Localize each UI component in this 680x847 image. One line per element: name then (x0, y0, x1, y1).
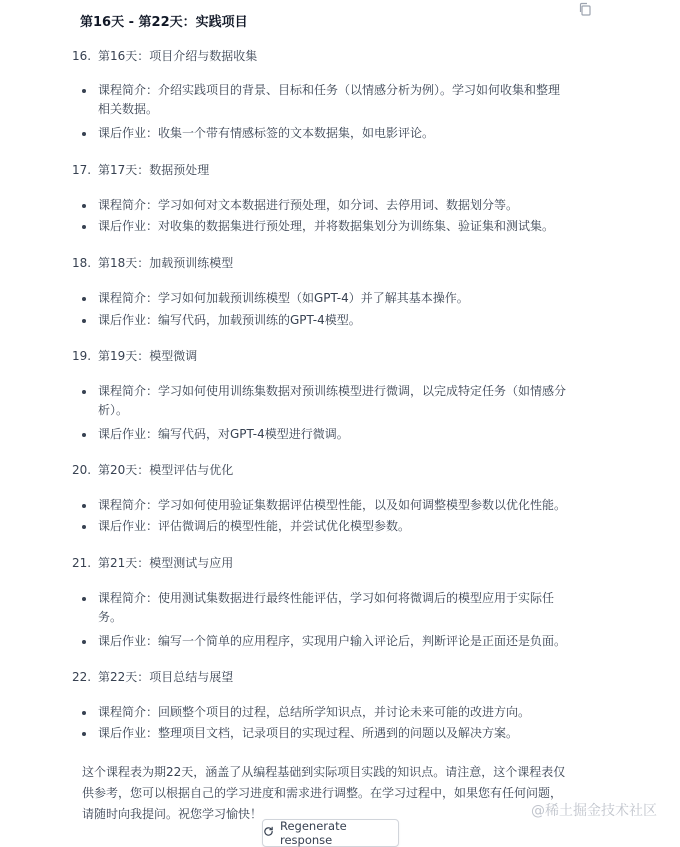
bullet-dot (82, 204, 86, 208)
course-intro-text-cont: 析）。 (98, 403, 129, 417)
homework-text: 课后作业：编写代码，对GPT-4模型进行微调。 (98, 427, 349, 441)
day-number: 20. (72, 463, 92, 477)
day-number: 16. (72, 49, 92, 63)
day-title: 第17天：数据预处理 (98, 163, 210, 177)
bullet-dot (82, 525, 86, 529)
refresh-icon (263, 826, 274, 840)
bullet-dot (82, 297, 86, 301)
course-intro-text: 课程简介：学习如何使用验证集数据评估模型性能，以及如何调整模型参数以优化性能。 (98, 498, 567, 512)
course-intro-text-cont: 相关数据。 (98, 102, 159, 116)
bullet-dot (82, 640, 86, 644)
day-number: 18. (72, 256, 92, 270)
day-number: 22. (72, 670, 92, 684)
bullet-dot (82, 132, 86, 136)
bullet-dot (82, 433, 86, 437)
summary-line: 这个课程表为期22天，涵盖了从编程基础到实际项目实践的知识点。请注意，这个课程表仅 (82, 765, 566, 779)
summary-line: 请随时向我提问。祝您学习愉快！ (82, 807, 263, 821)
summary-line: 供参考，您可以根据自己的学习进度和需求进行调整。在学习过程中，如果您有任何问题， (82, 786, 563, 800)
day-number: 17. (72, 163, 92, 177)
homework-text: 课后作业：对收集的数据集进行预处理，并将数据集划分为训练集、验证集和测试集。 (98, 219, 555, 233)
watermark: @稀土掘金技术社区 (531, 803, 657, 819)
homework-text: 课后作业：编写代码，加载预训练的GPT-4模型。 (98, 313, 361, 327)
course-intro-text-cont: 务。 (98, 610, 123, 624)
bullet-dot (82, 597, 86, 601)
bullet-dot (82, 89, 86, 93)
day-number: 21. (72, 556, 92, 570)
regenerate-label: Regenerate response (280, 819, 347, 847)
homework-text: 课后作业：收集一个带有情感标签的文本数据集，如电影评论。 (98, 126, 435, 140)
course-intro-text: 课程简介：使用测试集数据进行最终性能评估，学习如何将微调后的模型应用于实际任 (98, 591, 555, 605)
bullet-dot (82, 390, 86, 394)
day-number: 19. (72, 349, 92, 363)
homework-text: 课后作业：编写一个简单的应用程序，实现用户输入评论后，判断评论是正面还是负面。 (98, 634, 567, 648)
homework-text: 课后作业：整理项目文档，记录项目的实现过程、所遇到的问题以及解决方案。 (98, 726, 519, 740)
bullet-dot (82, 711, 86, 715)
section-heading: 第16天 - 第22天：实践项目 (80, 15, 248, 30)
bullet-dot (82, 732, 86, 736)
day-title: 第18天：加载预训练模型 (98, 256, 234, 270)
summary-paragraph (82, 762, 602, 825)
course-intro-text: 课程简介：学习如何加载预训练模型（如GPT-4）并了解其基本操作。 (98, 291, 469, 305)
regenerate-response-button[interactable] (262, 819, 399, 847)
course-intro-text: 课程简介：介绍实践项目的背景、目标和任务（以情感分析为例）。学习如何收集和整理 (98, 83, 561, 97)
homework-text: 课后作业：评估微调后的模型性能，并尝试优化模型参数。 (98, 519, 411, 533)
day-title: 第20天：模型评估与优化 (98, 463, 234, 477)
bullet-dot (82, 504, 86, 508)
bullet-dot (82, 319, 86, 323)
day-title: 第21天：模型测试与应用 (98, 556, 234, 570)
day-title: 第19天：模型微调 (98, 349, 198, 363)
course-intro-text: 课程简介：学习如何使用训练集数据对预训练模型进行微调，以完成特定任务（如情感分 (98, 384, 567, 398)
copy-icon[interactable] (578, 1, 592, 15)
course-intro-text: 课程简介：回顾整个项目的过程，总结所学知识点，并讨论未来可能的改进方向。 (98, 705, 531, 719)
day-title: 第16天：项目介绍与数据收集 (98, 49, 258, 63)
course-intro-text: 课程简介：学习如何对文本数据进行预处理，如分词、去停用词、数据划分等。 (98, 198, 519, 212)
bullet-dot (82, 225, 86, 229)
day-title: 第22天：项目总结与展望 (98, 670, 234, 684)
